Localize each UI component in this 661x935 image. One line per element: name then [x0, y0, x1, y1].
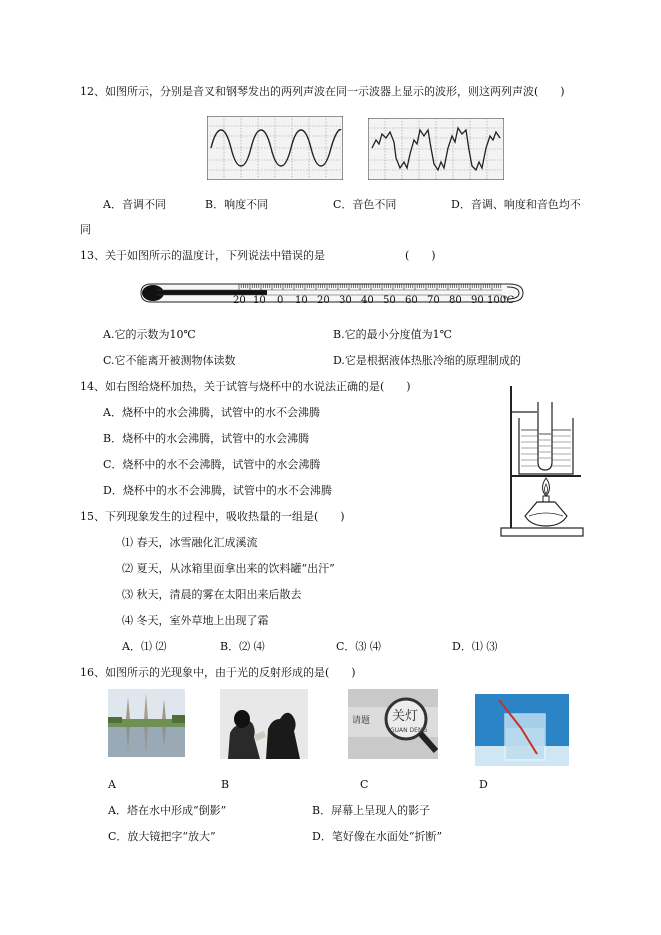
q16-option-b: B．屏幕上呈现人的影子 — [312, 804, 431, 817]
q16-option-d: D．笔好像在水面处“折断” — [312, 830, 443, 843]
photo-b-shadow — [220, 689, 308, 759]
q16-image-letter-a: A — [108, 778, 116, 791]
photo-c-word-small: 请题 — [352, 716, 371, 726]
scale-label: 50 — [383, 295, 396, 306]
heating-apparatus — [497, 384, 587, 540]
photo-a-pagoda-reflection — [108, 689, 185, 757]
photo-c-magnifier — [348, 689, 438, 759]
scale-label: 100 — [487, 295, 507, 306]
q16-stem: 16、如图所示的光现象中，由于光的反射形成的是( ) — [80, 666, 356, 679]
q12-option-d: D．音调、响度和音色均不 — [451, 198, 581, 211]
photo-c-pinyin: GUAN DENG — [390, 727, 428, 734]
q15-option-b: B．⑵ ⑷ — [220, 640, 265, 653]
photo-d-pencil-in-water — [475, 694, 569, 766]
q14-option-c: C．烧杯中的水不会沸腾，试管中的水会沸腾 — [103, 458, 321, 471]
q12-option-c: C．音色不同 — [333, 198, 397, 211]
q15-item-2: ⑵ 夏天，从冰箱里面拿出来的饮料罐“出汗” — [122, 562, 335, 575]
scale-label: 30 — [339, 295, 352, 306]
scale-label: 80 — [449, 295, 462, 306]
q14-option-d: D．烧杯中的水不会沸腾，试管中的水不会沸腾 — [103, 484, 332, 497]
q14-stem: 14、如右图给烧杯加热，关于试管与烧杯中的水说法正确的是( ) — [80, 380, 411, 393]
q13-option-a: A.它的示数为10℃ — [103, 328, 196, 341]
q16-image-letter-c: C — [360, 778, 369, 791]
q16-option-c: C．放大镜把字“放大” — [108, 830, 216, 843]
q13-stem: 13、关于如图所示的温度计，下列说法中错误的是 — [80, 249, 325, 262]
scale-label: 90 — [471, 295, 484, 306]
q16-image-letter-d: D — [479, 778, 488, 791]
q12-option-a: A．音调不同 — [103, 198, 166, 211]
q15-item-3: ⑶ 秋天，清晨的雾在太阳出来后散去 — [122, 588, 302, 601]
q15-option-d: D．⑴ ⑶ — [452, 640, 498, 653]
q12-stem: 12、如图所示，分别是音叉和钢琴发出的两列声波在同一示波器上显示的波形，则这两列声波( ) — [80, 85, 565, 98]
q15-option-c: C．⑶ ⑷ — [336, 640, 381, 653]
scale-label: 40 — [361, 295, 374, 306]
scale-label: 10 — [253, 295, 266, 306]
scale-unit: ℃ — [503, 295, 515, 306]
waveform-tuning-fork — [207, 116, 343, 180]
scale-label: 10 — [295, 295, 308, 306]
q15-item-1: ⑴ 春天，冰雪融化汇成溪流 — [122, 536, 258, 549]
thermometer — [137, 279, 529, 307]
scale-label: 20 — [233, 295, 246, 306]
q12-option-b: B．响度不同 — [205, 198, 269, 211]
q13-option-d: D.它是根据液体热胀冷缩的原理制成的 — [333, 354, 521, 367]
q15-item-4: ⑷ 冬天，室外草地上出现了霜 — [122, 614, 269, 627]
q13-option-b: B.它的最小分度值为1℃ — [333, 328, 452, 341]
q16-option-a: A．塔在水中形成“倒影” — [108, 804, 227, 817]
q15-option-a: A．⑴ ⑵ — [122, 640, 167, 653]
q15-stem: 15、下列现象发生的过程中，吸收热量的一组是( ) — [80, 510, 345, 523]
q13-answer-blank: ( ) — [405, 249, 436, 262]
q14-option-b: B．烧杯中的水会沸腾，试管中的水会沸腾 — [103, 432, 310, 445]
scale-label: 0 — [277, 295, 284, 306]
q14-option-a: A．烧杯中的水会沸腾，试管中的水不会沸腾 — [103, 406, 320, 419]
q16-image-letter-b: B — [221, 778, 230, 791]
q12-continuation: 同 — [80, 223, 91, 236]
scale-label: 60 — [405, 295, 418, 306]
waveform-piano — [368, 118, 504, 180]
scale-label: 70 — [427, 295, 440, 306]
scale-label: 20 — [317, 295, 330, 306]
q13-option-c: C.它不能离开被测物体读数 — [103, 354, 236, 367]
photo-c-word-magnified: 关灯 — [392, 709, 419, 724]
